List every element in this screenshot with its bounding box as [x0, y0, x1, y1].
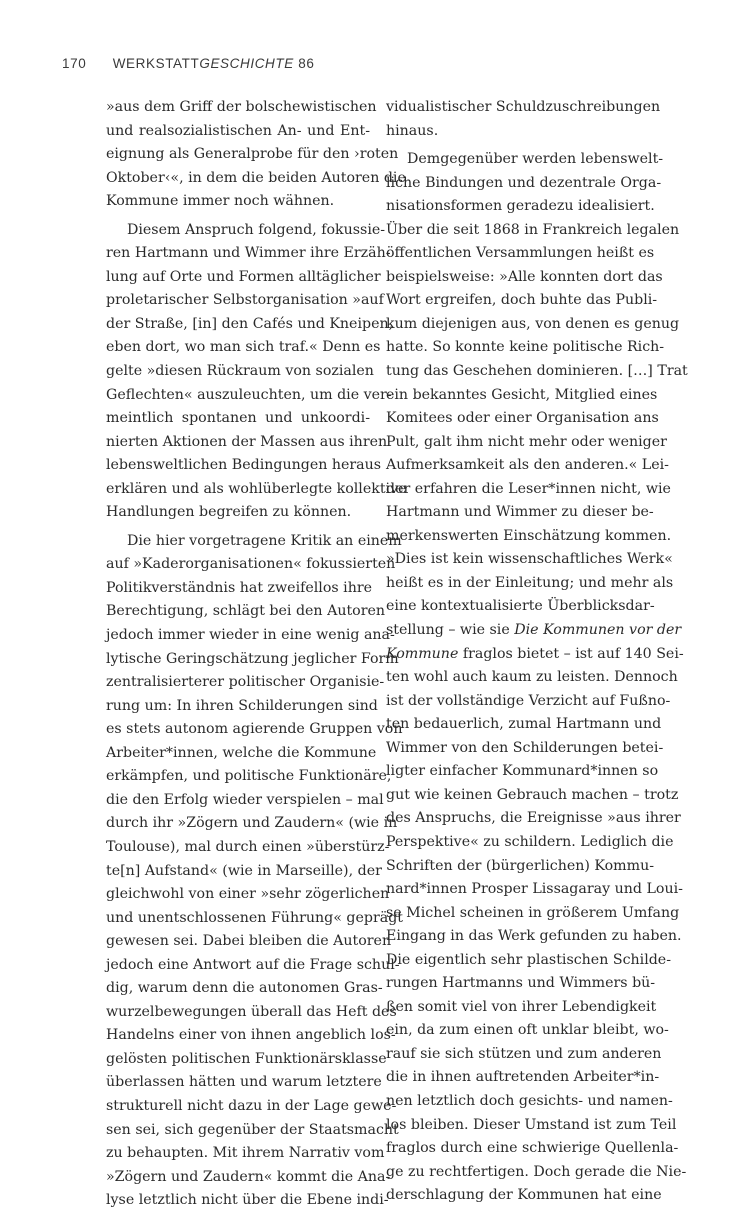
- text-line: tung das Geschehen dominieren. […] Trat: [386, 363, 688, 380]
- journal-title-italic: GESCHICHTE: [199, 56, 294, 71]
- journal-title: [113, 56, 294, 71]
- text-line: merkenswerten Einschätzung kommen.: [386, 527, 672, 544]
- text-line: »aus dem Griff der bolschewistischen: [106, 99, 377, 115]
- text-line: Handelns einer von ihnen angeblich los-: [106, 1027, 396, 1044]
- text-line: Die hier vorgetragene Kritik an einem: [127, 532, 402, 549]
- text-line: des Anspruchs, die Ereignisse »aus ihrer: [386, 810, 681, 827]
- text-line: vidualistischer Schuldzuschreibungen: [386, 99, 661, 115]
- text-line: ist der vollständige Verzicht auf Fußno-: [386, 692, 671, 709]
- text-line: dig, warum denn die autonomen Gras-: [106, 980, 383, 997]
- text-line: rungen Hartmanns und Wimmers bü-: [386, 975, 656, 992]
- text-line: Hartmann und Wimmer zu dieser be-: [386, 504, 654, 521]
- text-line: ten bedauerlich, zumal Hartmann und: [386, 716, 662, 733]
- text-line: proletarischer Selbstorganisation »auf: [106, 292, 384, 309]
- text-line: Pult, galt ihm nicht mehr oder weniger: [386, 433, 667, 450]
- text-line: Die eigentlich sehr plastischen Schilde-: [386, 951, 671, 968]
- text-line: auf »Kaderorganisationen« fokussierten: [106, 556, 396, 573]
- text-line: gleichwohl von einer »sehr zögerlichen: [106, 886, 390, 903]
- text-line: ein bekanntes Gesicht, Mitglied eines: [386, 386, 658, 403]
- text-line: und realsozialistischen An- und Ent-: [106, 122, 370, 139]
- text-line: nard*innen Prosper Lissagaray und Loui-: [386, 881, 683, 898]
- text-line: derschlagung der Kommunen hat eine: [386, 1187, 662, 1204]
- text-line: Perspektive« zu schildern. Lediglich die: [386, 833, 674, 850]
- text-line: Aufmerksamkeit als den anderen.« Lei-: [386, 457, 669, 474]
- text-line: liche Bindungen und dezentrale Orga-: [386, 174, 662, 191]
- text-line: nierten Aktionen der Massen aus ihren: [106, 433, 388, 450]
- text-line: die den Erfolg wieder verspielen – mal: [106, 791, 384, 808]
- text-line: und unentschlossenen Führung« geprägt: [106, 909, 403, 926]
- right-text-column: [386, 96, 688, 1208]
- page-number: 170: [62, 56, 87, 71]
- text-line: »Dies ist kein wissenschaftliches Werk«: [386, 551, 673, 568]
- text-line: hinaus.: [386, 122, 439, 139]
- text-line: Wimmer von den Schilderungen betei-: [386, 739, 664, 756]
- text-line: öffentlichen Versammlungen heißt es: [386, 245, 655, 262]
- text-line: Handlungen begreifen zu können.: [106, 504, 352, 521]
- journal-title-regular: WERKSTATT: [112, 56, 200, 71]
- text-line: fraglos durch eine schwierige Quellenla-: [386, 1140, 679, 1157]
- text-line: der erfahren die Leser*innen nicht, wie: [386, 480, 671, 497]
- text-line: rung um: In ihren Schilderungen sind: [106, 697, 378, 714]
- text-line: Über die seit 1868 in Frankreich legalen: [386, 221, 680, 238]
- issue-number: 86: [298, 56, 315, 71]
- text-line: ein, da zum einen oft unklar bleibt, wo-: [386, 1022, 669, 1039]
- text-line: nen letztlich doch gesichts- und namen-: [386, 1092, 673, 1109]
- text-line: der Straße, [in] den Cafés und Kneipen,: [106, 315, 394, 332]
- text-line: zentralisierterer politischer Organisie-: [106, 674, 385, 691]
- text-line: Kommune fraglos bietet – ist auf 140 Sei-: [386, 645, 684, 662]
- text-line: se Michel scheinen in größerem Umfang: [386, 904, 680, 921]
- text-line: gelte »diesen Rückraum von sozialen: [106, 363, 374, 380]
- text-line: Kommune immer noch wähnen.: [106, 193, 335, 210]
- text-line: es stets autonom agierende Gruppen von: [106, 721, 403, 738]
- text-line: beispielsweise: »Alle konnten dort das: [386, 268, 663, 285]
- text-line: kum diejenigen aus, von denen es genug: [386, 315, 680, 332]
- text-line: strukturell nicht dazu in der Lage gewe-: [106, 1097, 397, 1114]
- text-line: Geflechten« auszuleuchten, um die ver-: [106, 386, 392, 403]
- text-line: sen sei, sich gegenüber der Staatsmacht: [106, 1121, 399, 1138]
- text-line: ligter einfacher Kommunard*innen so: [386, 763, 659, 780]
- text-line: ten wohl auch kaum zu leisten. Dennoch: [386, 669, 678, 686]
- text-line: Schriften der (bürgerlichen) Kommu-: [386, 857, 655, 874]
- text-line: Komitees oder einer Organisation ans: [386, 410, 659, 427]
- text-line: Demgegenüber werden lebenswelt-: [407, 151, 664, 168]
- text-line: te[n] Aufstand« (wie in Marseille), der: [106, 862, 382, 879]
- text-line: lebensweltlichen Bedingungen heraus: [106, 457, 382, 474]
- text-line: Eingang in das Werk gefunden zu haben.: [386, 928, 682, 945]
- text-line: eben dort, wo man sich traf.« Denn es: [106, 339, 381, 356]
- text-line: ßen somit viel von ihrer Lebendigkeit: [386, 998, 657, 1015]
- text-line: erklären und als wohlüberlegte kollektive: [106, 480, 407, 497]
- left-text-column: [106, 96, 407, 1213]
- text-line: lung auf Orte und Formen alltäglicher: [106, 268, 381, 285]
- text-line: los bleiben. Dieser Umstand ist zum Teil: [386, 1116, 677, 1133]
- text-line: rauf sie sich stützen und zum anderen: [386, 1045, 662, 1062]
- text-line: heißt es in der Einleitung; und mehr als: [386, 574, 674, 591]
- text-line: ren Hartmann und Wimmer ihre Erzäh-: [106, 245, 391, 262]
- text-line: ge zu rechtfertigen. Doch gerade die Nie-: [386, 1163, 687, 1180]
- text-line: eignung als Generalprobe für den ›roten: [106, 146, 399, 163]
- text-line: zu behaupten. Mit ihrem Narrativ vom: [106, 1145, 385, 1162]
- text-line: durch ihr »Zögern und Zaudern« (wie in: [106, 815, 398, 832]
- text-line: gut wie keinen Gebrauch machen – trotz: [386, 786, 679, 803]
- text-line: lyse letztlich nicht über die Ebene indi-: [106, 1192, 389, 1209]
- text-line: hatte. So konnte keine politische Rich-: [386, 339, 665, 356]
- text-line: Diesem Anspruch folgend, fokussie-: [127, 221, 386, 238]
- text-line: eine kontextualisierte Überblicksdar-: [386, 598, 655, 615]
- text-line: jedoch eine Antwort auf die Frage schul-: [106, 956, 400, 973]
- text-line: wurzelbewegungen überall das Heft des: [106, 1003, 397, 1020]
- text-line: gewesen sei. Dabei bleiben die Autoren: [106, 933, 392, 950]
- text-line: lytische Geringschätzung jeglicher Form: [106, 650, 399, 667]
- text-line: stellung – wie sie Die Kommunen vor der: [386, 622, 682, 639]
- text-line: überlassen hätten und warum letztere: [106, 1074, 382, 1091]
- text-line: Oktober‹«, in dem die beiden Autoren die: [106, 169, 406, 186]
- text-line: erkämpfen, und politische Funktionäre,: [106, 768, 392, 785]
- text-line: die in ihnen auftretenden Arbeiter*in-: [386, 1069, 660, 1086]
- text-line: meintlich spontanen und unkoordi-: [106, 410, 370, 427]
- text-line: Toulouse), mal durch einen »überstürz-: [106, 838, 390, 855]
- text-line: Berechtigung, schlägt bei den Autoren: [106, 603, 386, 620]
- text-line: Politikverständnis hat zweifellos ihre: [106, 579, 373, 596]
- text-line: Wort ergreifen, doch buhte das Publi-: [386, 292, 658, 309]
- text-line: jedoch immer wieder in eine wenig ana-: [106, 627, 395, 644]
- text-line: gelösten politischen Funktionärsklasse: [106, 1050, 387, 1067]
- text-line: Arbeiter*innen, welche die Kommune: [106, 744, 377, 761]
- running-header: [62, 56, 314, 71]
- text-line: »Zögern und Zaudern« kommt die Ana-: [106, 1168, 391, 1185]
- text-line: nisationsformen geradezu idealisiert.: [386, 198, 655, 215]
